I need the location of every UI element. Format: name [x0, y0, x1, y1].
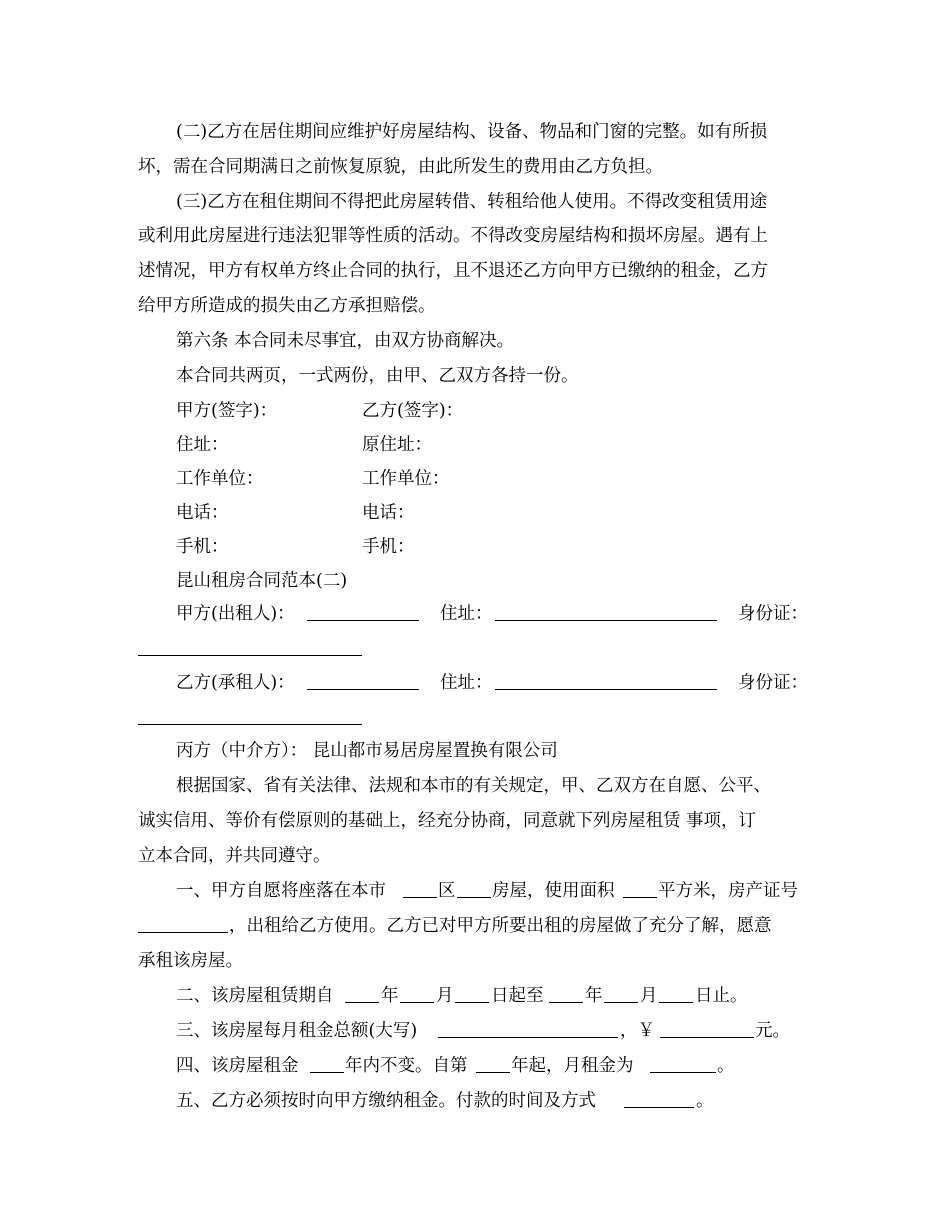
rent-words-blank [438, 1021, 618, 1038]
party-c-agency: 丙方（中介方）： 昆山都市易居房屋置换有限公司 [176, 741, 558, 761]
clause-2-line-1: (二)乙方在居住期间应维护好房屋结构、设备、物品和门窗的完整。如有所损 [176, 122, 768, 142]
party-b-id-blank [138, 724, 362, 725]
clause-1-line-2: ，出租给乙方使用。乙方已对甲方所要出租的房屋做了充分了解，愿意 [229, 916, 772, 936]
end-year-blank [549, 986, 583, 1003]
party-b-phone-label: 电话： [362, 503, 415, 523]
clause-3-line-3: 述情况，甲方有权单方终止合同的执行，且不退还乙方向甲方已缴纳的租金，乙方 [138, 261, 768, 281]
template-2-title: 昆山租房合同范本(二) [176, 571, 348, 591]
clause-4-text-a: 四、该房屋租金 [176, 1056, 299, 1076]
clause-3-line-1: (三)乙方在租住期间不得把此房屋转借、转租给他人使用。不得改变租赁用途 [176, 192, 768, 212]
copies-statement: 本合同共两页，一式两份，由甲、乙双方各持一份。 [176, 366, 579, 386]
clause-2-text-a: 二、该房屋租赁期自 [176, 986, 334, 1006]
yuan-symbol-text: ，￥ [620, 1021, 655, 1041]
clause-1-text-c: 房屋，使用面积 [492, 881, 615, 901]
party-b-mobile-label: 手机： [362, 537, 415, 557]
clause-2-line-2: 坏，需在合同期满日之前恢复原貌，由此所发生的费用由乙方负担。 [138, 157, 663, 177]
clause-1-text-a: 一、甲方自愿将座落在本市 [176, 881, 386, 901]
clause-4-text-c: 年起，月租金为 [511, 1056, 634, 1076]
start-day-blank [455, 986, 489, 1003]
party-b-signature-label: 乙方(签字)： [362, 401, 464, 421]
clause-1-text-d: 平方米，房产证号 [658, 881, 798, 901]
party-b-address-blank [495, 673, 717, 690]
new-rent-blank [650, 1056, 716, 1073]
clause-1-line-3: 承租该房屋。 [138, 951, 243, 971]
party-a-address-field-label: 住址： [440, 604, 493, 624]
year-label-2: 年 [585, 986, 603, 1006]
month-label: 月 [436, 986, 454, 1006]
party-a-id-blank [138, 655, 362, 656]
clause-1-text-b: 区 [438, 881, 456, 901]
clause-4-end: 。 [717, 1056, 735, 1076]
party-a-address-blank [495, 604, 717, 621]
clause-5-text: 五、乙方必须按时向甲方缴纳租金。付款的时间及方式 [176, 1091, 596, 1111]
clause-4-text-b: 年内不变。自第 [345, 1056, 468, 1076]
year-label: 年 [381, 986, 399, 1006]
party-a-lessor-label: 甲方(出租人)： [176, 604, 295, 624]
party-b-id-label: 身份证： [738, 673, 808, 693]
end-day-blank [659, 986, 693, 1003]
end-month-blank [604, 986, 638, 1003]
clause-3-line-4: 给甲方所造成的损失由乙方承担赔偿。 [138, 296, 436, 316]
party-b-address-field-label: 住址： [440, 673, 493, 693]
party-a-address-label: 住址： [176, 435, 229, 455]
until-label: 日起至 [491, 986, 544, 1006]
intro-line-2: 诚实信用、等价有偿原则的基础上，经充分协商，同意就下列房屋租赁 事项，订 [138, 811, 757, 831]
clause-5-end: 。 [696, 1091, 714, 1111]
article-6: 第六条 本合同未尽事宜，由双方协商解决。 [176, 331, 515, 351]
party-a-signature-label: 甲方(签字)： [176, 401, 278, 421]
area-blank [623, 881, 657, 898]
intro-line-3: 立本合同，并共同遵守。 [138, 846, 331, 866]
party-a-phone-label: 电话： [176, 503, 229, 523]
end-label: 日止。 [695, 986, 748, 1006]
deed-number-blank [138, 916, 228, 933]
house-blank [457, 881, 491, 898]
party-b-address-label: 原住址： [362, 435, 432, 455]
payment-method-blank [624, 1091, 694, 1108]
start-year-blank [345, 986, 379, 1003]
intro-line-1: 根据国家、省有关法律、法规和本市的有关规定，甲、乙双方在自愿、公平、 [176, 776, 771, 796]
party-b-work-label: 工作单位： [362, 469, 450, 489]
party-b-lessee-label: 乙方(承租人)： [176, 673, 295, 693]
clause-3-line-2: 或利用此房屋进行违法犯罪等性质的活动。不得改变房屋结构和损坏房屋。遇有上 [138, 226, 768, 246]
party-a-id-label: 身份证： [738, 604, 808, 624]
district-blank [403, 881, 437, 898]
month-label-2: 月 [640, 986, 658, 1006]
rent-number-blank [660, 1021, 754, 1038]
yuan-label: 元。 [755, 1021, 790, 1041]
party-a-mobile-label: 手机： [176, 537, 229, 557]
start-month-blank [400, 986, 434, 1003]
party-a-name-blank [307, 604, 419, 621]
from-year-blank [476, 1056, 510, 1073]
clause-3-rent-text: 三、该房屋每月租金总额(大写) [176, 1021, 418, 1041]
party-a-work-label: 工作单位： [176, 469, 264, 489]
party-b-name-blank [307, 673, 419, 690]
fixed-years-blank [310, 1056, 344, 1073]
